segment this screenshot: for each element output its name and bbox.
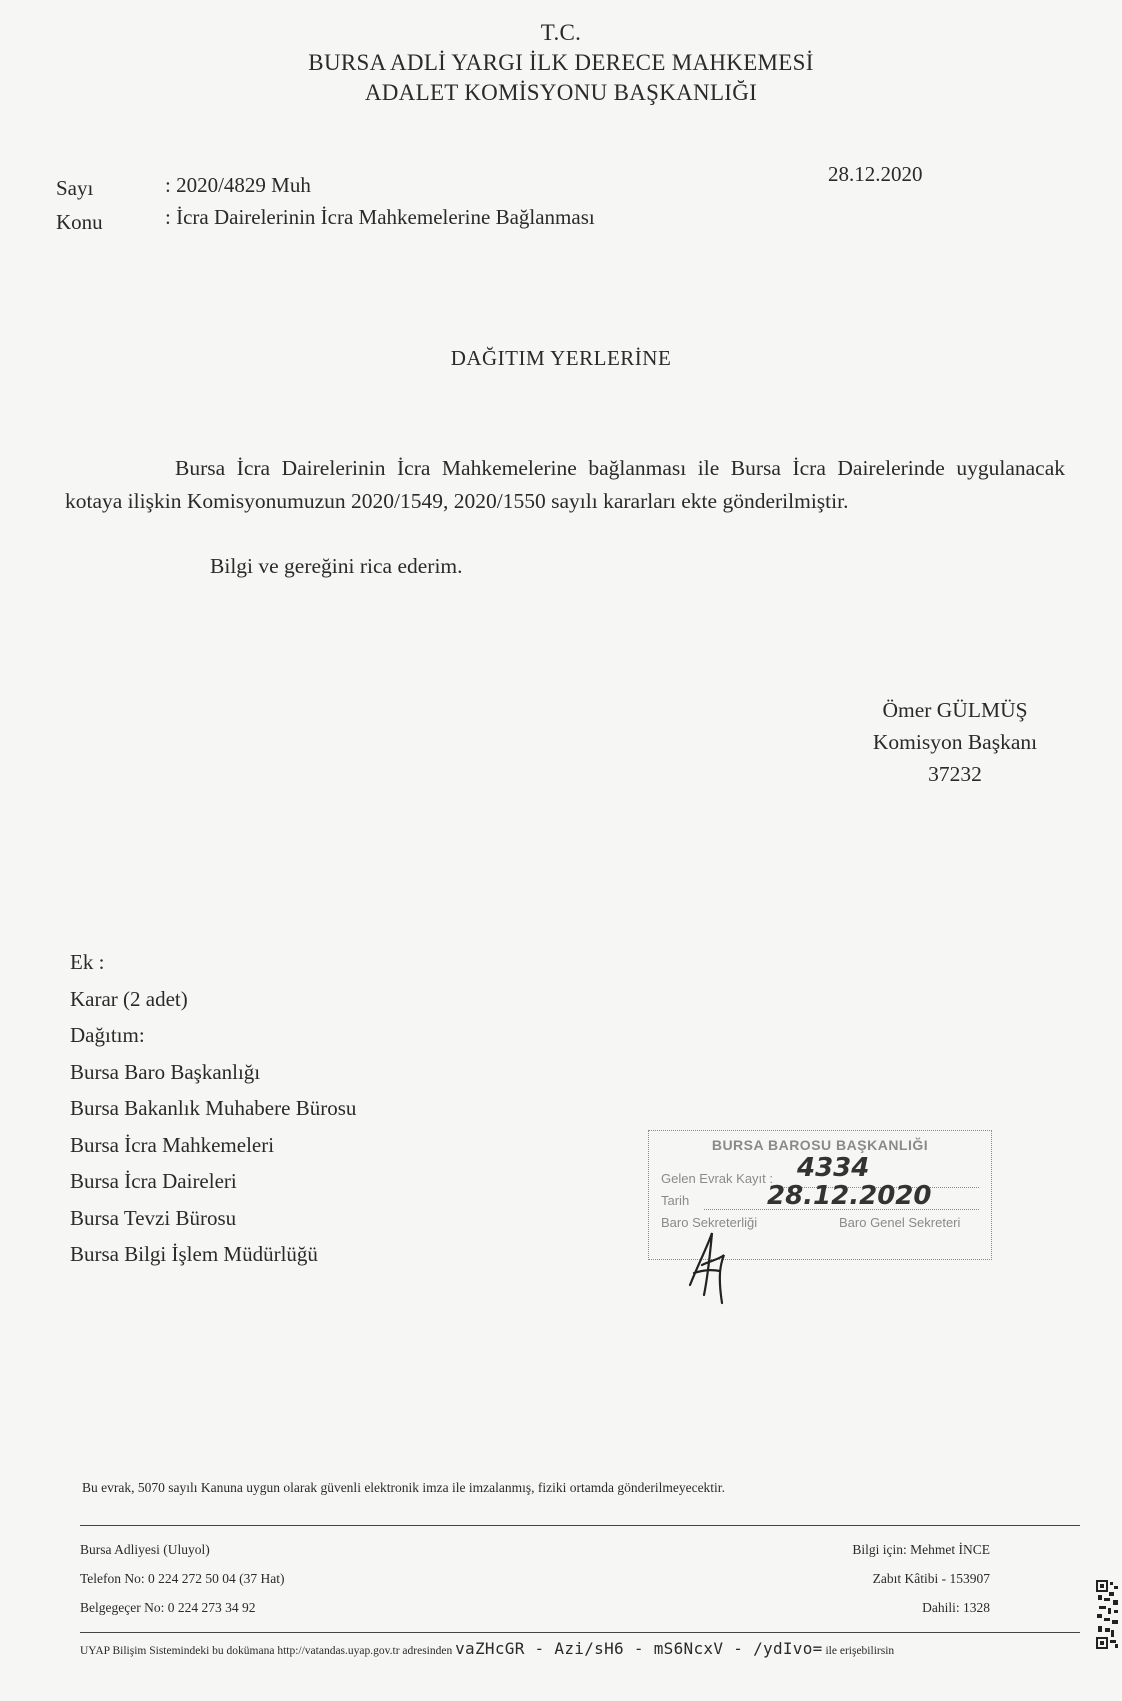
- attachments-list: [70, 944, 356, 1273]
- body-paragraph: [65, 452, 1065, 518]
- header-commission: ADALET KOMİSYONU BAŞKANLIĞI: [364, 80, 758, 105]
- konu-value: : İcra Dairelerinin İcra Mahkemelerine Bağlanması: [165, 205, 595, 229]
- footer-contact-left: [80, 1535, 285, 1622]
- signature-block: [830, 694, 1080, 790]
- stamp-kayit-label: Gelen Evrak Kayıt :: [661, 1171, 773, 1186]
- sayi-label: Sayı: [56, 176, 94, 200]
- signer-name: Ömer GÜLMÜŞ: [882, 698, 1028, 722]
- footer-address: Bursa Adliyesi (Uluyol): [80, 1542, 210, 1557]
- sayi-value: : 2020/4829 Muh: [165, 173, 311, 197]
- footer-phone: Telefon No: 0 224 272 50 04 (37 Hat): [80, 1571, 285, 1586]
- footer-clerk: Zabıt Kâtibi - 153907: [872, 1571, 990, 1586]
- stamp-tarih-value: 28.12.2020: [767, 1181, 932, 1211]
- distribution-item: Bursa Tevzi Bürosu: [70, 1205, 237, 1230]
- document-date: 28.12.2020: [828, 162, 923, 186]
- footer-rule-bottom: [80, 1632, 1080, 1633]
- stamp-title: BURSA BAROSU BAŞKANLIĞI: [711, 1137, 929, 1153]
- signer-number: 37232: [928, 762, 982, 786]
- distribution-item: Bursa Bilgi İşlem Müdürlüğü: [70, 1242, 318, 1266]
- uyap-access-line: [80, 1639, 894, 1658]
- header-court: BURSA ADLİ YARGI İLK DERECE MAHKEMESİ: [308, 50, 814, 75]
- distribution-item: Bursa İcra Mahkemeleri: [70, 1132, 275, 1157]
- ek-label: Ek :: [70, 950, 105, 974]
- stamp-baro-sekreterligi: Baro Sekreterliği: [661, 1215, 758, 1230]
- distribution-item: Bursa Bakanlık Muhabere Bürosu: [70, 1096, 357, 1120]
- stamp-tarih-label: Tarih: [661, 1193, 690, 1208]
- closing-line: Bilgi ve gereğini rica ederim.: [210, 554, 463, 578]
- distribution-title: DAĞITIM YERLERİNE: [450, 346, 672, 370]
- header-tc: T.C.: [540, 20, 582, 45]
- handwritten-signature: [680, 1225, 750, 1305]
- signer-role: Komisyon Başkanı: [872, 730, 1038, 754]
- distribution-item: Bursa Baro Başkanlığı: [70, 1059, 261, 1084]
- dagitim-label: Dağıtım:: [70, 1023, 145, 1047]
- qr-code-icon: [1096, 1580, 1120, 1650]
- footer-info-person: Bilgi için: Mehmet İNCE: [852, 1542, 990, 1557]
- footer-extension: Dahili: 1328: [922, 1600, 990, 1615]
- distribution-item: Bursa İcra Daireleri: [70, 1169, 237, 1193]
- footer-rule-top: [80, 1525, 1080, 1526]
- konu-label: Konu: [56, 210, 103, 234]
- stamp-baro-genel-sekreteri: Baro Genel Sekreteri: [839, 1215, 961, 1230]
- uyap-verification-code: vaZHcGR - Azi/sH6 - mS6NcxV - /ydIvo=: [455, 1639, 823, 1658]
- esignature-notice: Bu evrak, 5070 sayılı Kanuna uygun olarak güvenli elektronik imza ile imzalanmış, fiziki ortamda gönderilmeyecektir.: [82, 1480, 725, 1495]
- body-paragraph-text: Bursa İcra Dairelerinin İcra Mahkemelerine bağlanması ile Bursa İcra Dairelerinde uygulanacak kotaya ilişkin Komisyonumuzun 2020/1549, 2020/1550 sayılı kararları ekte gönderilmiştir.: [65, 456, 1065, 513]
- uyap-prefix: UYAP Bilişim Sistemindeki bu dokümana http://vatandas.uyap.gov.tr adresinden: [80, 1645, 453, 1657]
- footer-fax: Belgegeçer No: 0 224 273 34 92: [80, 1600, 256, 1615]
- uyap-suffix: ile erişebilirsin: [825, 1645, 895, 1657]
- ek-item: Karar (2 adet): [70, 986, 188, 1011]
- footer-contact-right: [820, 1535, 990, 1622]
- stamp-kayit-value: 4334: [797, 1153, 870, 1183]
